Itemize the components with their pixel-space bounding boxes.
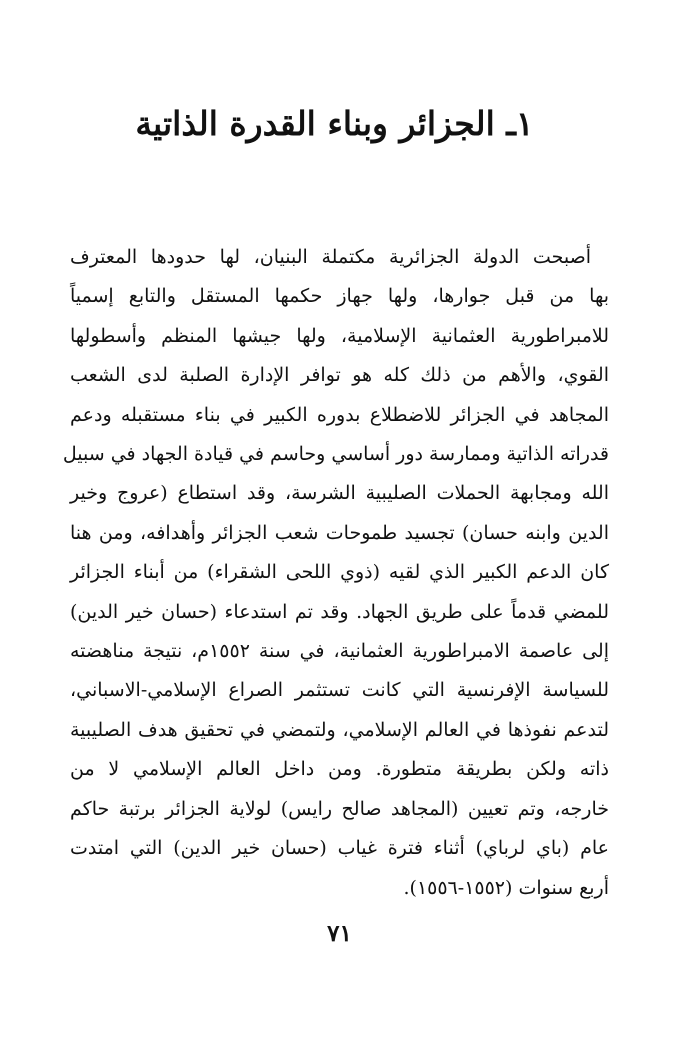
paragraph-line: الدين وابنه حسان) تجسيد طموحات شعب الجزائر وأهدافه، ومن هنا: [70, 521, 609, 544]
page-number: ٧١: [327, 920, 352, 947]
paragraph-line: أصبحت الدولة الجزائرية مكتملة البنيان، لها حدودها المعترف: [70, 246, 591, 268]
paragraph-line: لتدعم نفوذها في العالم الإسلامي، ولتمضي في تحقيق هدف الصليبية: [70, 718, 609, 741]
body-paragraph: [62, 238, 610, 908]
paragraph-line: الله ومجابهة الحملات الصليبية الشرسة، وقد استطاع (عروج وخير: [70, 482, 609, 505]
paragraph-line: للامبراطورية العثمانية الإسلامية، ولها جيشها المنظم وأسطولها: [70, 324, 609, 347]
paragraph-line: كان الدعم الكبير الذي لقيه (ذوي اللحى الشقراء) من أبناء الجزائر: [70, 561, 609, 584]
paragraph-line: القوي، والأهم من ذلك كله هو توافر الإدارة الصلبة لدى الشعب: [70, 364, 609, 387]
paragraph-line: ذاته ولكن بطريقة متطورة. ومن داخل العالم الإسلامي لا من: [70, 758, 609, 781]
paragraph-line: إلى عاصمة الامبراطورية العثمانية، في سنة ١٥٥٢م، نتيجة مناهضته: [70, 640, 610, 663]
paragraph-line: للمضي قدماً على طريق الجهاد. وقد تم استدعاء (حسان خير الدين): [70, 600, 609, 623]
paragraph-line: عام (باي لرباي) أثناء فترة غياب (حسان خير الدين) التي امتدت: [70, 837, 609, 860]
chapter-title: ١ـ الجزائر وبناء القدرة الذاتية: [135, 104, 534, 143]
paragraph-line: بها من قبل جوارها، ولها جهاز حكمها المستقل والتابع إسمياً: [70, 285, 609, 308]
paragraph-line: المجاهد في الجزائر للاضطلاع بدوره الكبير في بناء مستقبله ودعم: [70, 403, 609, 426]
paragraph-line: خارجه، وتم تعيين (المجاهد صالح رايس) لولاية الجزائر برتبة حاكم: [70, 797, 609, 820]
paragraph-line: للسياسة الإفرنسية التي كانت تستثمر الصراع الإسلامي-الاسباني،: [70, 679, 609, 702]
paragraph-line: قدراته الذاتية وممارسة دور أساسي وحاسم في قيادة الجهاد في سبيل: [62, 443, 609, 466]
paragraph-line: أربع سنوات (١٥٥٢-١٥٥٦).: [403, 876, 609, 899]
